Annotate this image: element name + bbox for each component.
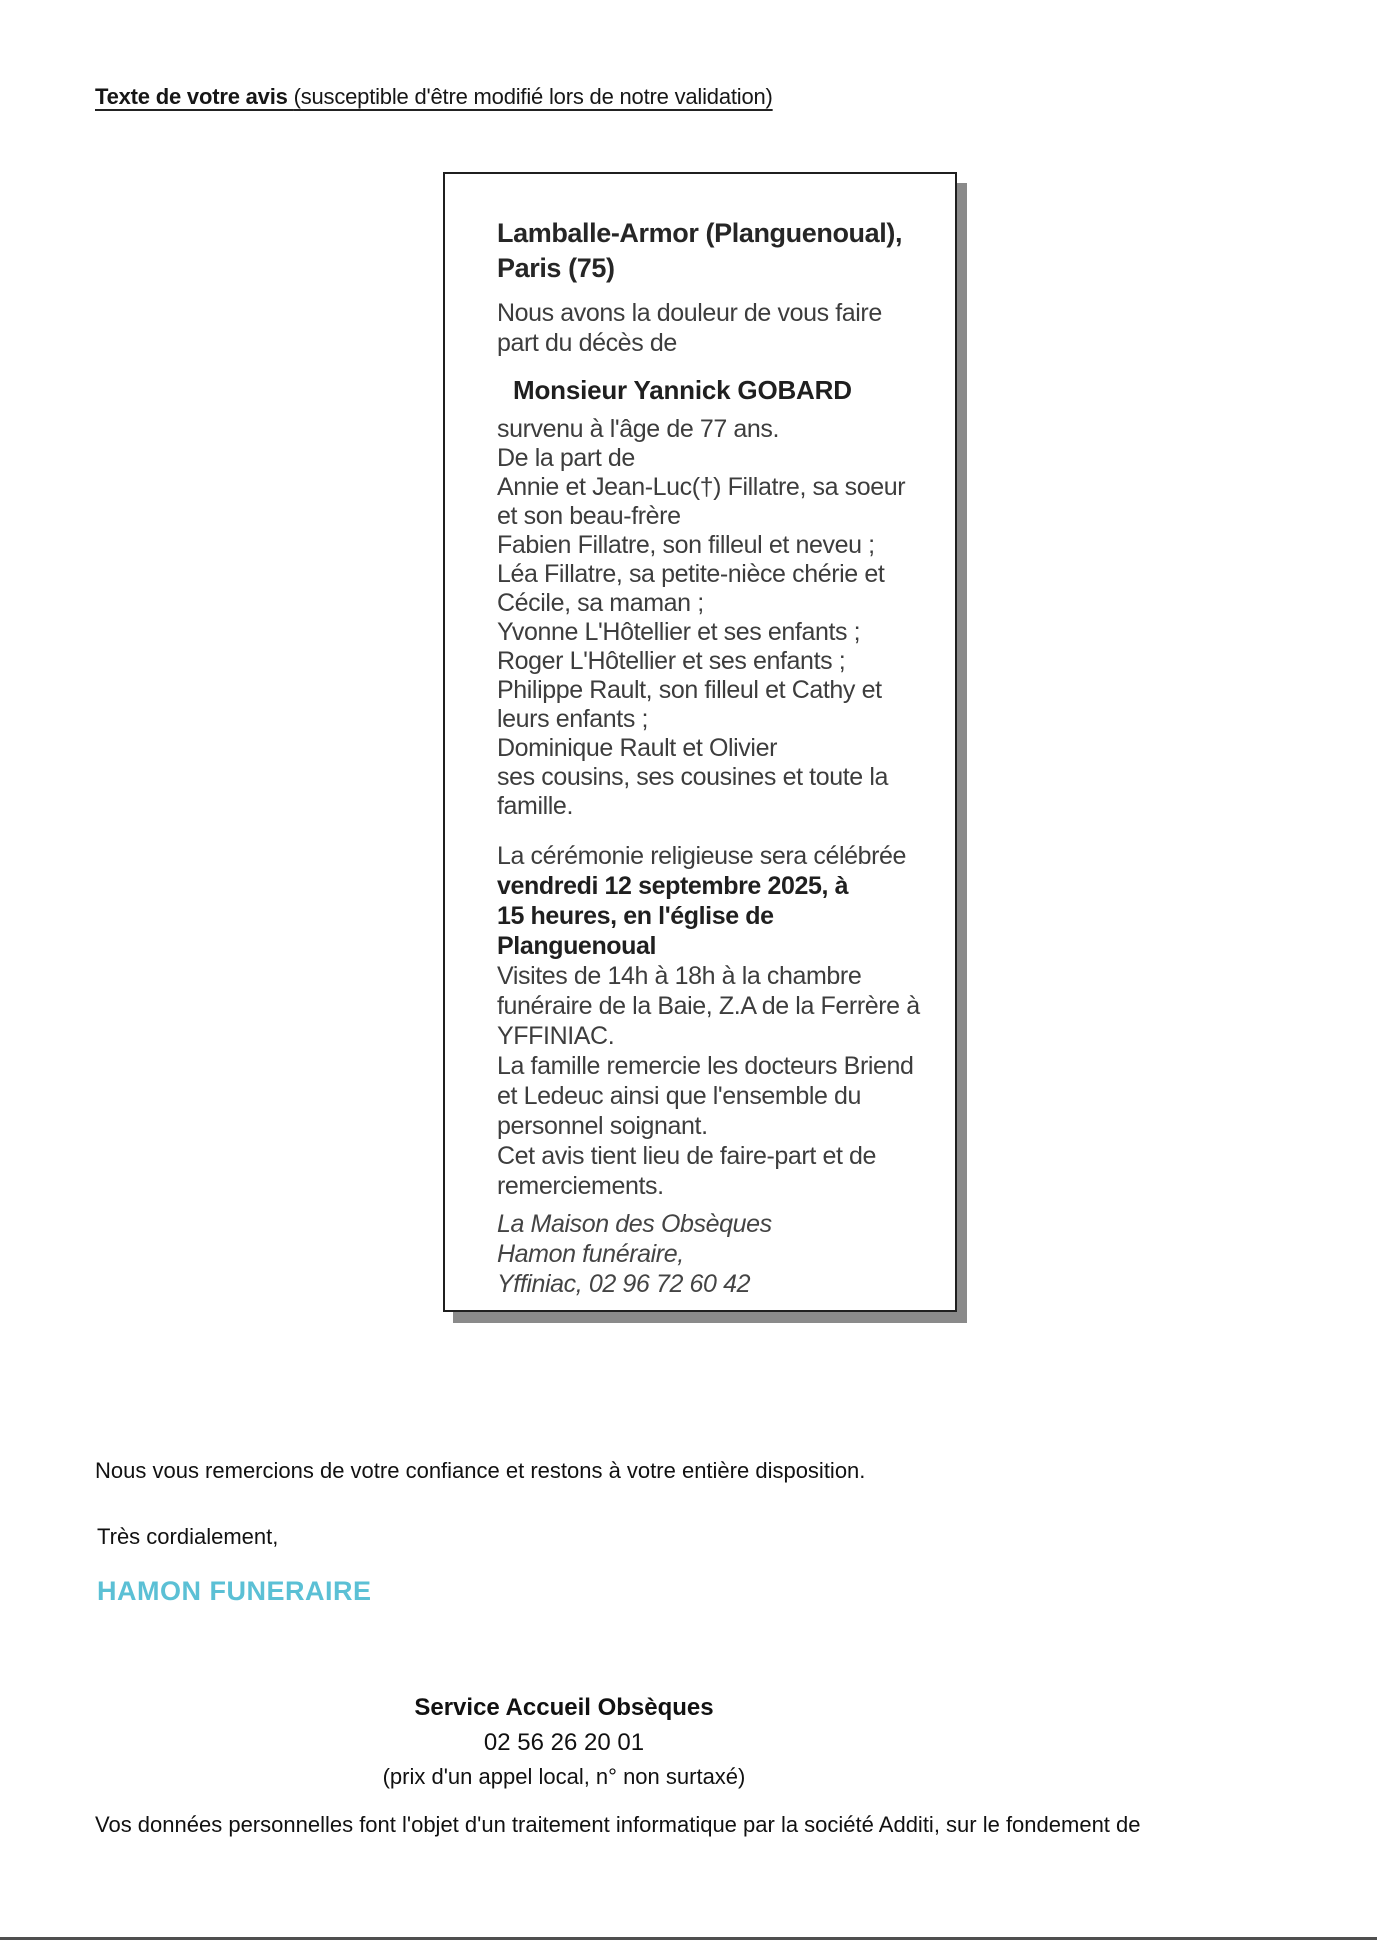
salutation-line: Très cordialement, — [97, 1524, 279, 1549]
obituary-notice-card — [443, 172, 957, 1312]
ceremony-intro: La cérémonie religieuse sera célébrée — [497, 842, 907, 870]
notice-family-list: survenu à l'âge de 77 ans. De la part de Annie et Jean-Luc(†) Fillatre, sa soeur et son beau-frère Fabien Fillatre, son filleul et neveu ; Léa Fillatre, sa petite-nièce chérie et Cécile, sa maman ; Yvonne L'Hôtellier et ses enfants ; Roger L'Hôtellier et ses enfants ; Philippe Rault, son filleul et Cathy et leurs enfants ; Dominique Rault et Olivier ses cousins, ses cousines et toute la famille. — [497, 415, 906, 820]
header-underline-wrap — [95, 84, 773, 109]
ceremony-details: Visites de 14h à 18h à la chambre funéraire de la Baie, Z.A de la Ferrère à YFFINIAC. La famille remercie les docteurs Briend et Ledeuc ainsi que l'ensemble du personnel soignant. Cet avis tient lieu de faire-part et de remerciements. — [497, 962, 920, 1200]
page-bottom-rule — [0, 1937, 1377, 1940]
header-title-bold: Texte de votre avis — [95, 84, 294, 109]
header-title-note: (susceptible d'être modifié lors de notre validation) — [293, 84, 773, 109]
notice-locations: Lamballe-Armor (Planguenoual), Paris (75) — [497, 218, 903, 283]
deceased-name: Monsieur Yannick GOBARD — [513, 375, 852, 405]
contact-phone-note: (prix d'un appel local, n° non surtaxé) — [382, 1764, 746, 1789]
funeral-home-signature: La Maison des Obsèques Hamon funéraire, Yffiniac, 02 96 72 60 42 — [497, 1210, 772, 1298]
document-header — [95, 84, 773, 110]
company-name: HAMON FUNERAIRE — [97, 1576, 372, 1606]
contact-block — [0, 1690, 1128, 1793]
ceremony-date-time: vendredi 12 septembre 2025, à 15 heures, en l'église de Planguenoual — [497, 872, 849, 960]
notice-intro: Nous avons la douleur de vous faire part du décès de — [497, 299, 882, 357]
thanks-line: Nous vous remercions de votre confiance et restons à votre entière disposition. — [95, 1458, 866, 1483]
notice-ceremony — [497, 841, 929, 1201]
contact-phone-number: 02 56 26 20 01 — [483, 1729, 645, 1756]
privacy-legal-line: Vos données personnelles font l'objet d'un traitement informatique par la société Additi, sur le fondement de — [95, 1812, 1141, 1837]
contact-service-title: Service Accueil Obsèques — [414, 1694, 714, 1721]
